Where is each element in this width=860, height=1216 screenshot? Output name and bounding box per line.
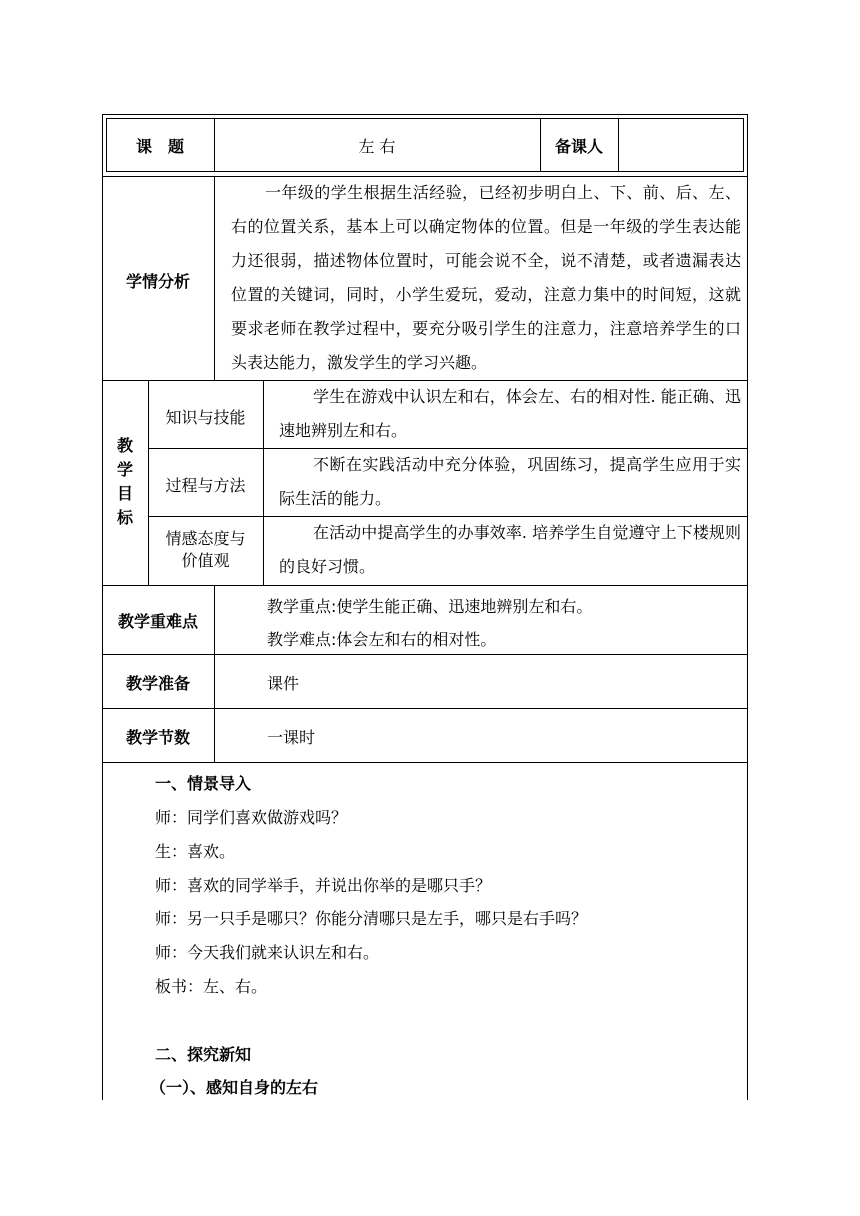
goals-label-char: 教: [116, 436, 133, 455]
goals-label: [102, 434, 148, 530]
goal-label-knowledge: 知识与技能: [165, 408, 246, 427]
analysis-label: 学情分析: [125, 272, 190, 291]
goal-label-attitude: [148, 528, 263, 572]
difficulty-line: 教学难点:体会左和右的相对性。: [267, 630, 497, 649]
section2-title: 二、探究新知: [155, 1045, 252, 1064]
preparer-label: 备课人: [554, 137, 603, 156]
topic-label: 课 题: [135, 137, 184, 156]
dialogue-line: 师：喜欢的同学举手，并说出你举的是哪只手？: [155, 876, 492, 895]
dialogue-line: 师：今天我们就来认识左和右。: [155, 943, 380, 962]
goal-label-process: 过程与方法: [165, 476, 246, 495]
key-points-label: 教学重难点: [117, 612, 198, 631]
preparation-value: 课件: [267, 674, 300, 693]
goal-text-attitude: 在活动中提高学生的办事效率. 培养学生自觉遵守上下楼规则的良好习惯。: [279, 523, 741, 576]
goals-label-char: 目: [116, 484, 133, 503]
section1-title: 一、情景导入: [155, 774, 252, 793]
periods-label: 教学节数: [125, 728, 190, 747]
goal-label-attitude-line1: 情感态度与: [165, 529, 246, 548]
dialogue-line: 师：同学们喜欢做游戏吗？: [155, 808, 348, 827]
goal-text-process: 不断在实践活动中充分体验，巩固练习，提高学生应用于实际生活的能力。: [279, 455, 741, 508]
dialogue-line: 师：另一只手是哪只？你能分清哪只是左手，哪只是右手吗？: [155, 909, 588, 928]
goal-text-knowledge: 学生在游戏中认识左和右，体会左、右的相对性. 能正确、迅速地辨别左和右。: [279, 387, 741, 440]
analysis-text: 一年级的学生根据生活经验，已经初步明白上、下、前、后、左、右的位置关系，基本上可以确定物体的位置。但是一年级的学生表达能力还很弱，描述物体位置时，可能会说不全，说不清楚，或者遗漏表达位置的关键词，同时，小学生爱玩，爱动，注意力集中的时间短，这就要求老师在教学过程中，要充分吸引学生的注意力，注意培养学生的口头表达能力，激发学生的学习兴趣。: [231, 183, 741, 372]
goal-label-attitude-line2: 价值观: [181, 551, 230, 570]
dialogue-line: 板书：左、右。: [155, 977, 268, 996]
goals-label-char: 标: [116, 508, 133, 527]
key-point-line: 教学重点:使学生能正确、迅速地辨别左和右。: [267, 597, 593, 616]
topic-value: 左 右: [358, 137, 396, 156]
dialogue-line: 生：喜欢。: [155, 842, 236, 861]
periods-value: 一课时: [267, 728, 316, 747]
goals-label-char: 学: [116, 460, 133, 479]
preparation-label: 教学准备: [125, 674, 190, 693]
subsection-title: （一）、感知自身的左右: [150, 1078, 319, 1097]
